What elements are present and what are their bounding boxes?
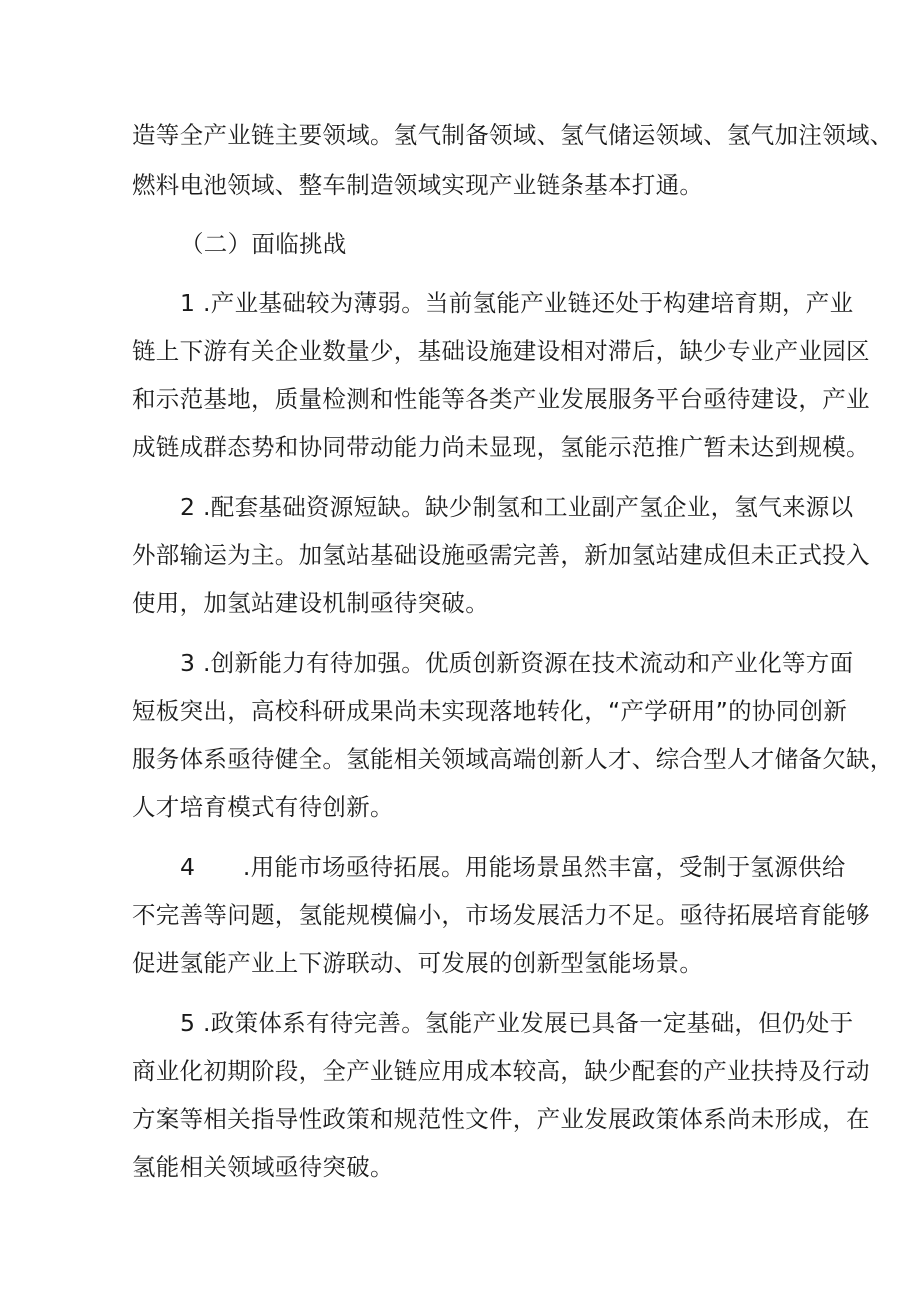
- paragraph-line: 不完善等问题，氢能规模偏小，市场发展活力不足。亟待拓展培育能够: [132, 901, 870, 929]
- paragraph-line: 短板突出，高校科研成果尚未实现落地转化，“产学研用”的协同创新: [132, 697, 848, 725]
- paragraph-line: 商业化初期阶段，全产业链应用成本较高，缺少配套的产业扶持及行动: [132, 1057, 870, 1085]
- paragraph-line: 4 .用能市场亟待拓展。用能场景虽然丰富，受制于氢源供给: [180, 853, 846, 881]
- paragraph-line: 链上下游有关企业数量少，基础设施建设相对滞后，缺少专业产业园区: [132, 337, 870, 365]
- paragraph-line: 3 .创新能力有待加强。优质创新资源在技术流动和产业化等方面: [180, 649, 854, 677]
- paragraph-line: 燃料电池领域、整车制造领域实现产业链条基本打通。: [132, 171, 704, 199]
- paragraph-line: 1 .产业基础较为薄弱。当前氢能产业链还处于构建培育期，产业: [180, 289, 854, 317]
- section-heading: （二）面临挑战: [180, 230, 347, 258]
- paragraph-line: 人才培育模式有待创新。: [132, 793, 394, 821]
- paragraph-line: 和示范基地，质量检测和性能等各类产业发展服务平台亟待建设，产业: [132, 385, 870, 413]
- paragraph-line: 5 .政策体系有待完善。氢能产业发展已具备一定基础，但仍处于: [180, 1009, 854, 1037]
- paragraph-line: 造等全产业链主要领域。氢气制备领域、氢气储运领域、氢气加注领域、: [132, 121, 894, 149]
- paragraph-line: 2 .配套基础资源短缺。缺少制氢和工业副产氢企业，氢气来源以: [180, 493, 854, 521]
- paragraph-line: 使用，加氢站建设机制亟待突破。: [132, 589, 489, 617]
- paragraph-line: 促进氢能产业上下游联动、可发展的创新型氢能场景。: [132, 949, 704, 977]
- paragraph-line: 方案等相关指导性政策和规范性文件，产业发展政策体系尚未形成，在: [132, 1105, 870, 1133]
- paragraph-line: 服务体系亟待健全。氢能相关领域高端创新人才、综合型人才储备欠缺，: [132, 745, 894, 773]
- paragraph-line: 成链成群态势和协同带动能力尚未显现，氢能示范推广暂未达到规模。: [132, 433, 870, 461]
- paragraph-line: 氢能相关领域亟待突破。: [132, 1153, 394, 1181]
- paragraph-line: 外部输运为主。加氢站基础设施亟需完善，新加氢站建成但未正式投入: [132, 541, 870, 569]
